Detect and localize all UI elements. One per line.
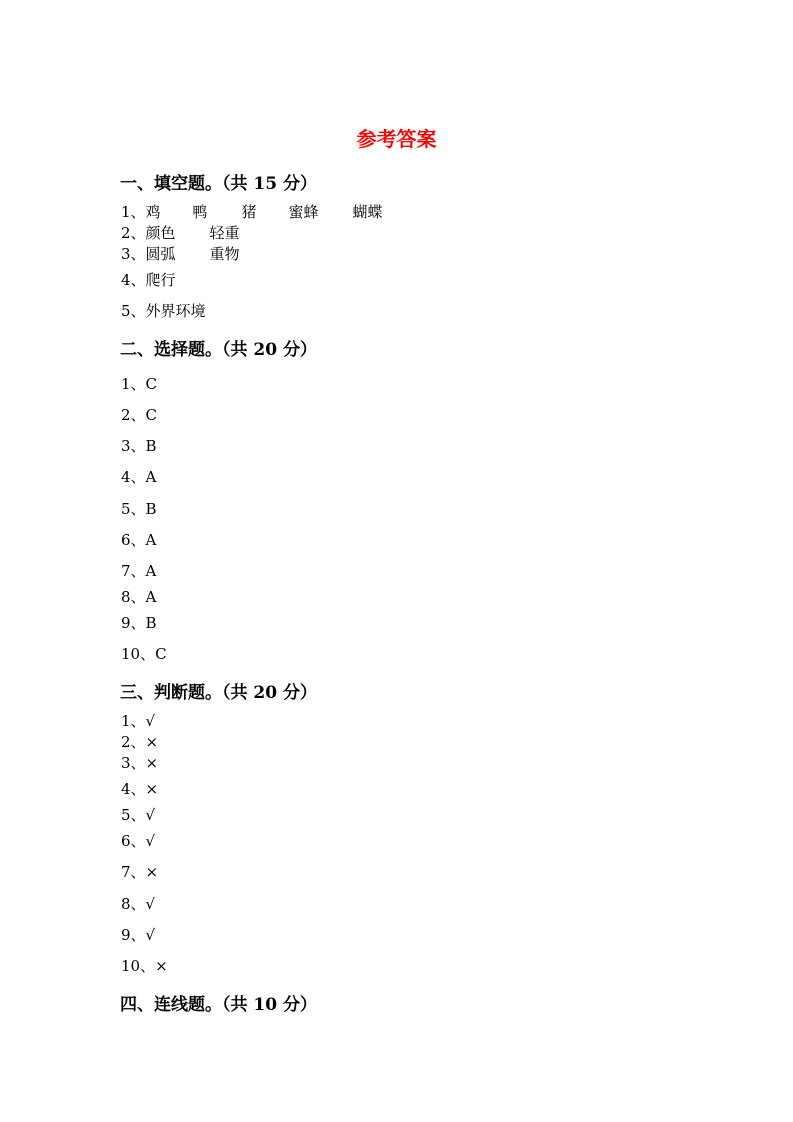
answer-text: 蝴蝶 — [352, 203, 383, 221]
page-title: 参考答案 — [356, 127, 437, 151]
section-heading-multiple-choice: 二、选择题。（共 20 分） — [120, 340, 317, 360]
choice-answer: 1、C — [121, 375, 158, 393]
section-heading-matching: 四、连线题。（共 10 分） — [120, 995, 317, 1015]
true-false-answer: 5、√ — [121, 806, 156, 824]
choice-answer: 9、B — [121, 614, 157, 632]
choice-answer: 4、A — [121, 468, 157, 486]
answer-text: 鸭 — [192, 203, 208, 221]
answer-text: 爬行 — [145, 271, 176, 289]
fill-blank-answer-2 — [121, 222, 240, 243]
true-false-answer: 10、× — [121, 957, 168, 975]
choice-answer: 7、A — [121, 562, 157, 580]
fill-blank-answer-1 — [121, 201, 383, 222]
choice-answer: 5、B — [121, 500, 157, 518]
true-false-answer: 9、√ — [121, 926, 156, 944]
section-heading-true-false: 三、判断题。（共 20 分） — [120, 683, 317, 703]
answer-text: 蜜蜂 — [288, 203, 319, 221]
choice-answer: 2、C — [121, 406, 158, 424]
fill-blank-answer-3 — [121, 243, 240, 264]
answer-number: 1、 — [121, 203, 146, 221]
true-false-answer: 7、× — [121, 863, 159, 881]
true-false-answer: 2、× — [121, 733, 159, 751]
answer-number: 3、 — [121, 245, 146, 263]
answer-text: 圆弧 — [145, 245, 176, 263]
fill-blank-answer-4 — [121, 269, 176, 290]
choice-answer: 10、C — [121, 645, 167, 663]
answer-text: 鸡 — [145, 203, 161, 221]
answer-number: 2、 — [121, 224, 146, 242]
section-heading-fill-blank: 一、填空题。（共 15 分） — [120, 174, 317, 194]
answer-text: 外界环境 — [145, 302, 206, 320]
true-false-answer: 8、√ — [121, 895, 156, 913]
choice-answer: 6、A — [121, 531, 157, 549]
answer-text: 猪 — [241, 203, 257, 221]
true-false-answer: 1、√ — [121, 712, 156, 730]
answer-text: 重物 — [209, 245, 240, 263]
choice-answer: 3、B — [121, 437, 157, 455]
choice-answer: 8、A — [121, 588, 157, 606]
true-false-answer: 3、× — [121, 754, 159, 772]
answer-number: 4、 — [121, 271, 146, 289]
true-false-answer: 4、× — [121, 780, 159, 798]
answer-text: 颜色 — [145, 224, 176, 242]
true-false-answer: 6、√ — [121, 832, 156, 850]
answer-text: 轻重 — [209, 224, 240, 242]
answer-number: 5、 — [121, 302, 146, 320]
fill-blank-answer-5 — [121, 300, 206, 321]
